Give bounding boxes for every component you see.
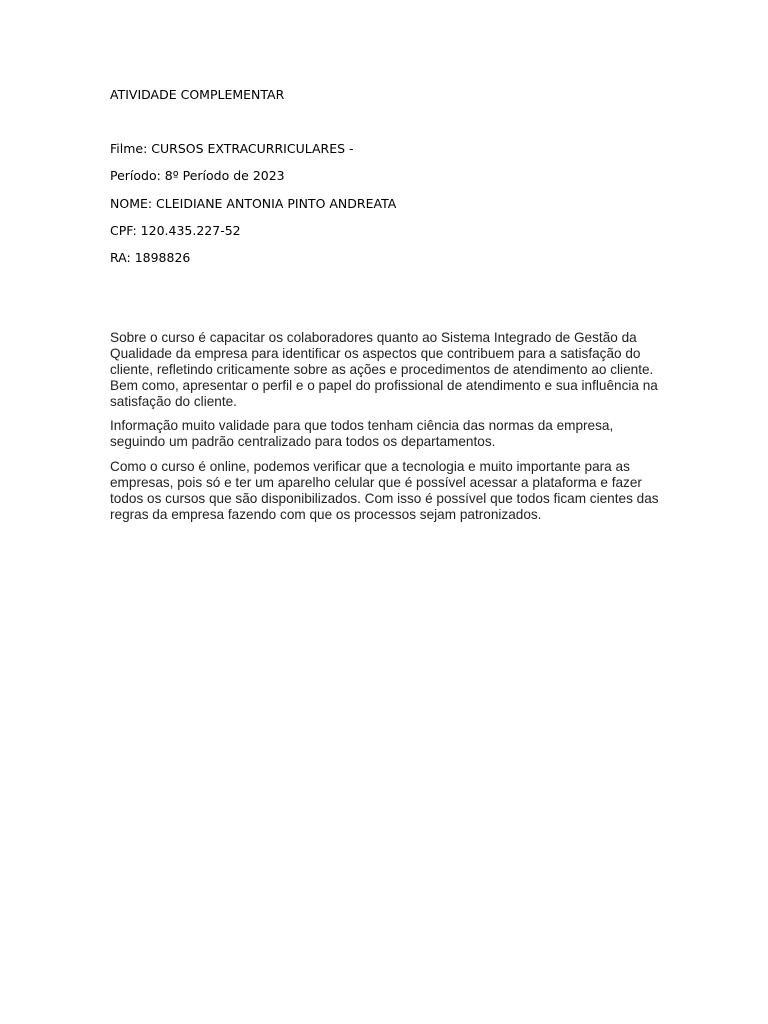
paragraph-2: Informação muito validade para que todos tenham ciência das normas da empresa, seguindo um padrão centralizado para todos os departamentos.	[110, 418, 614, 449]
document-heading: ATIVIDADE COMPLEMENTAR	[110, 87, 285, 102]
period-line: Período: 8º Período de 2023	[110, 168, 285, 183]
name-line: NOME: CLEIDIANE ANTONIA PINTO ANDREATA	[110, 196, 397, 211]
film-line: Filme: CURSOS EXTRACURRICULARES -	[110, 141, 354, 156]
ra-line: RA: 1898826	[110, 250, 191, 265]
paragraph-1: Sobre o curso é capacitar os colaboradores quanto ao Sistema Integrado de Gestão da Qualidade da empresa para identificar os aspectos que contribuem para a satisfação do cliente, refletindo criticamente sobre as ações e procedimentos de atendimento ao cliente. Bem como, apresentar o perfil e o papel do profissional de atendimento e sua influência na satisfação do cliente.	[110, 330, 658, 409]
paragraph-3: Como o curso é online, podemos verificar que a tecnologia e muito importante para as empresas, pois só e ter um aparelho celular que é possível acessar a plataforma e fazer todos os cursos que são disponibilizados. Com isso é possível que todos ficam cientes das regras da empresa fazendo com que os processos sejam patronizados.	[110, 459, 659, 522]
cpf-line: CPF: 120.435.227-52	[110, 223, 241, 238]
